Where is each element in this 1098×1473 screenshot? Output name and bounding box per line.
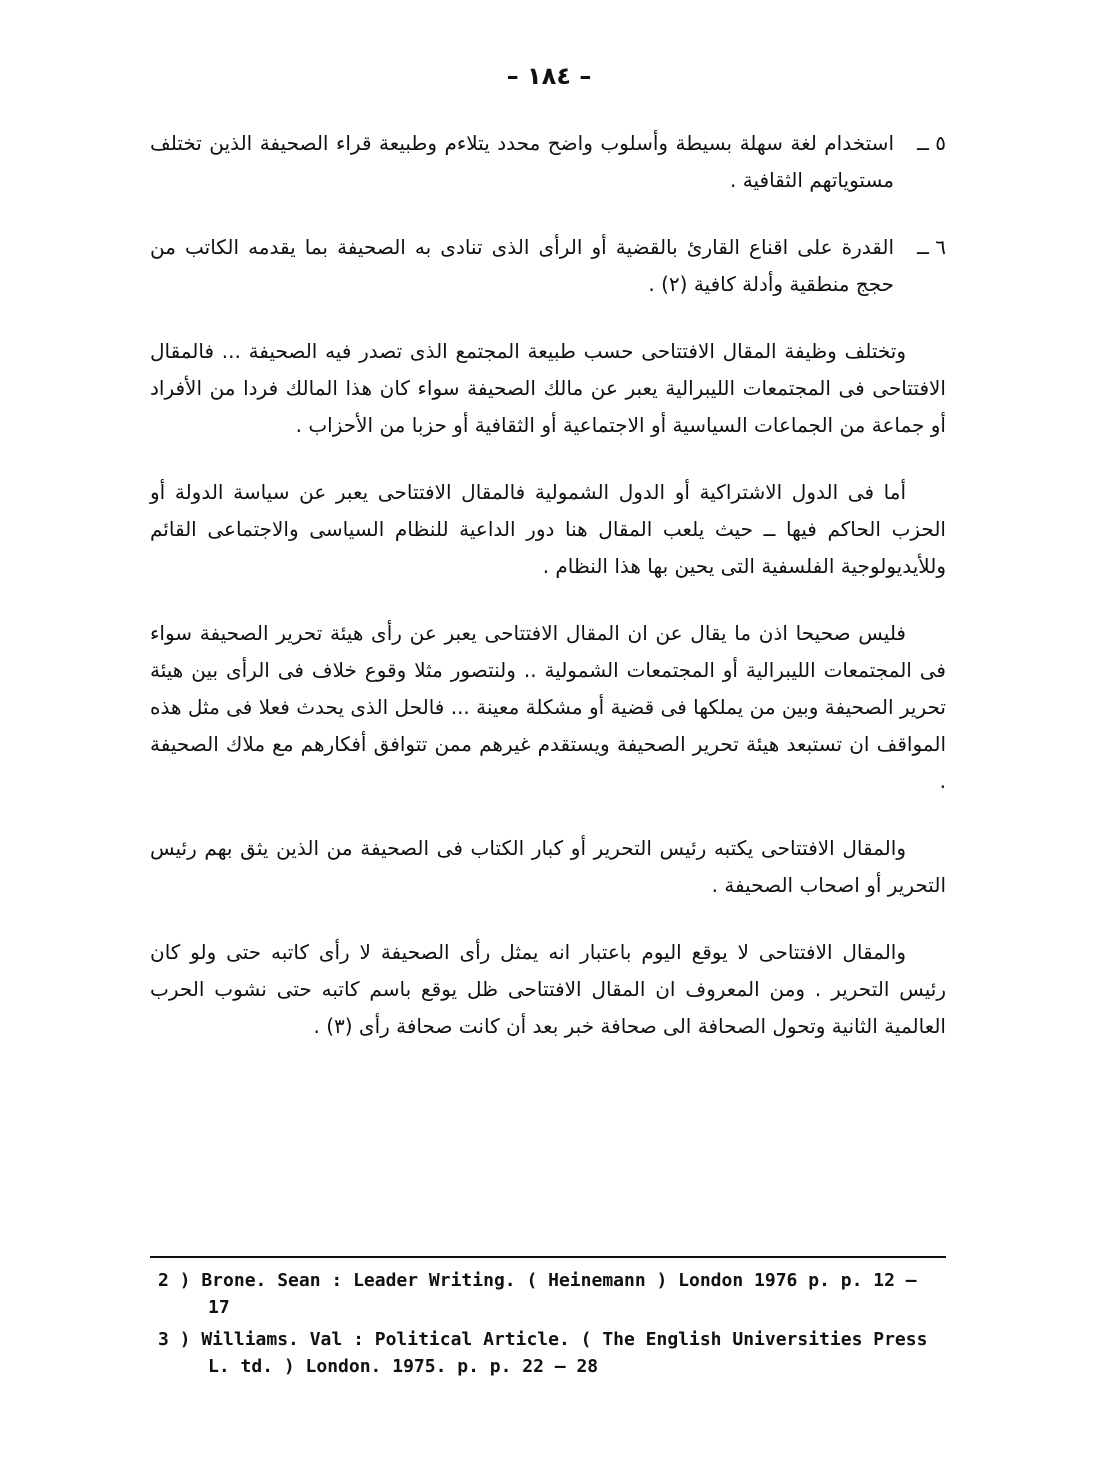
list-item-text: استخدام لغة سهلة بسيطة وأسلوب واضح محدد يتلاءم وطبيعة قراء الصحيفة الذين تختلف مستوياتهم الثقافية .: [150, 131, 894, 192]
list-item-text: القدرة على اقناع القارئ بالقضية أو الرأى الذى تنادى به الصحيفة بما يقدمه الكاتب من حجج منطقية وأدلة كافية (٢) .: [150, 235, 894, 296]
list-item: [150, 229, 946, 303]
paragraph: أما فى الدول الاشتراكية أو الدول الشمولية فالمقال الافتتاحى يعبر عن سياسة الدولة أو الحزب الحاكم فيها ــ حيث يلعب المقال هنا دور الداعية للنظام السياسى والاجتماعى القائم وللأيديولوجية الفلسفية التى يحين بها هذا النظام .: [150, 480, 946, 578]
paragraph: وتختلف وظيفة المقال الافتتاحى حسب طبيعة المجتمع الذى تصدر فيه الصحيفة ... فالمقال الافتتاحى فى المجتمعات الليبرالية يعبر عن مالك الصحيفة سواء كان هذا المالك فردا من الأفراد أو جماعة من الجماعات السياسية أو الاجتماعية أو الثقافية أو حزبا من الأحزاب .: [150, 339, 946, 437]
page-number: – ١٨٤ –: [506, 62, 592, 90]
paragraph: والمقال الافتتاحى يكتبه رئيس التحرير أو كبار الكتاب فى الصحيفة من الذين يثق بهم رئيس التحرير أو اصحاب الصحيفة .: [150, 836, 946, 897]
footnote: 3 ) Williams. Val : Political Article. ( The English Universities Press L. td. ) London. 1975. p. p. 22 — 28: [158, 1329, 928, 1377]
list-item: [150, 125, 946, 199]
paragraph: فليس صحيحا اذن ما يقال عن ان المقال الافتتاحى يعبر عن رأى هيئة تحرير الصحيفة سواء فى المجتمعات الليبرالية أو المجتمعات الشمولية .. ولنتصور مثلا وقوع خلاف فى الرأى بين هيئة تحرير الصحيفة وبين من يملكها فى قضية أو مشكلة معينة ... فالحل الذى يحدث فعلا فى مثل هذه المواقف ان تستبعد هيئة تحرير الصحيفة ويستقدم غيرهم ممن تتوافق أفكارهم مع ملاك الصحيفة .: [150, 621, 946, 793]
paragraph: والمقال الافتتاحى لا يوقع اليوم باعتبار انه يمثل رأى الصحيفة لا رأى كاتبه حتى ولو كان رئيس التحرير . ومن المعروف ان المقال الافتتاحى ظل يوقع باسم كاتبه حتى نشوب الحرب العالمية الثانية وتحول الصحافة الى صحافة خبر بعد أن كانت صحافة رأى (٣) .: [150, 940, 946, 1038]
footnote-divider: [150, 1256, 946, 1258]
main-text: [150, 125, 946, 1075]
footnote: 2 ) Brone. Sean : Leader Writing. ( Heinemann ) London 1976 p. p. 12 — 17: [158, 1270, 917, 1318]
list-item-number: ٥ ــ: [917, 131, 946, 155]
footnotes: [158, 1267, 948, 1385]
list-item-number: ٦ ــ: [917, 235, 946, 259]
